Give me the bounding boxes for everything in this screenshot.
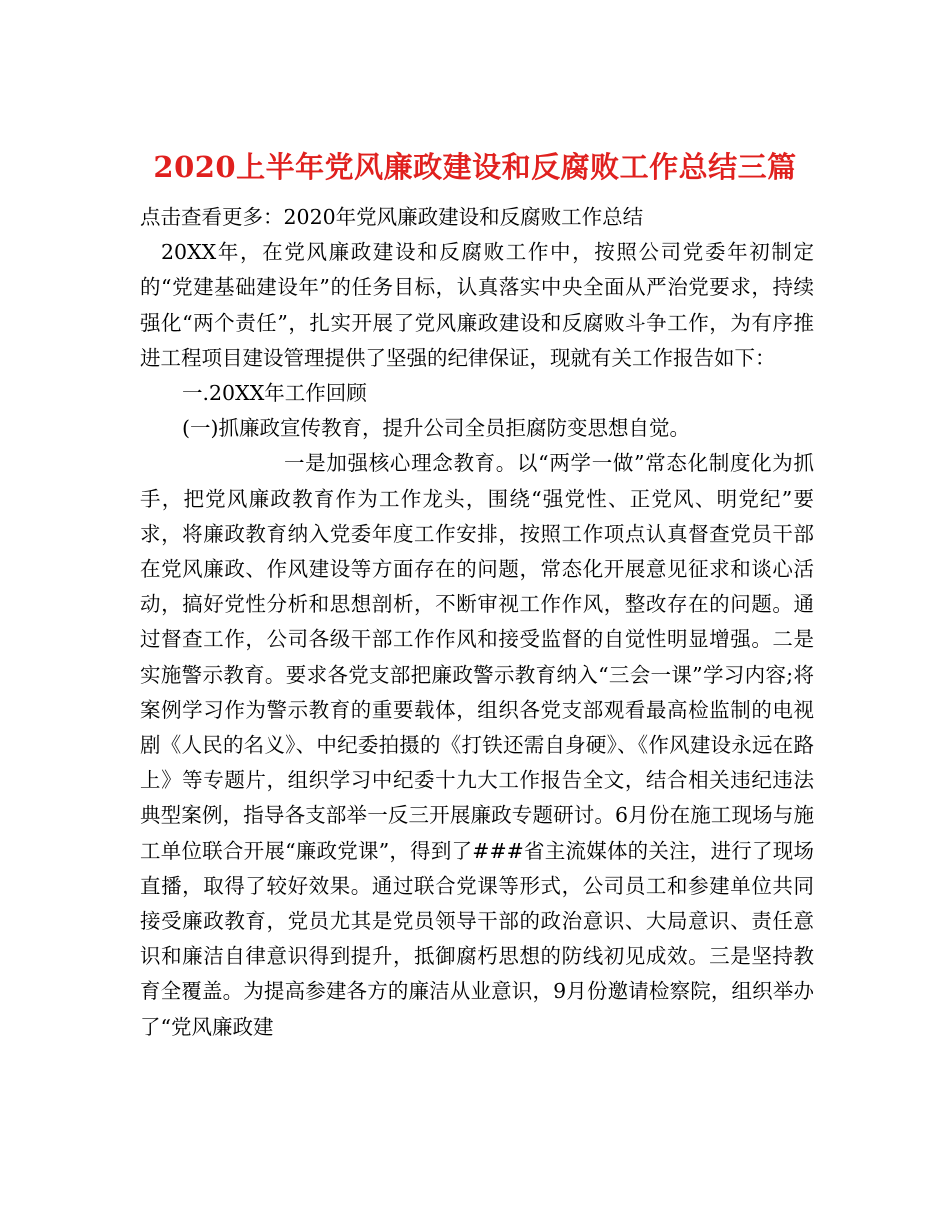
intro-paragraph: 20XX年，在党风廉政建设和反腐败工作中，按照公司党委年初制定的“党建基础建设年”的任务目标，认真落实中央全面从严治党要求，持续强化“两个责任”，扎实开展了党风廉政建设和反腐败斗争工作，为有序推进工程项目建设管理提供了坚强的纪律保证，现就有关工作报告如下： <box>140 240 814 370</box>
document-title: 2020上半年党风廉政建设和反腐败工作总结三篇 <box>153 150 797 185</box>
subsection-heading: (一)抓廉政宣传教育，提升公司全员拒腐防变思想自觉。 <box>182 416 690 441</box>
body-paragraph: 一是加强核心理念教育。以“两学一做”常态化制度化为抓手，把党风廉政教育作为工作龙头，围绕“强党性、正党风、明党纪”要求，将廉政教育纳入党委年度工作安排，按照工作项点认真督查党员干部在党风廉政、作风建设等方面存在的问题，常态化开展意见征求和谈心活动，搞好党性分析和思想剖析，不断审视工作作风，整改存在的问题。通过督查工作，公司各级干部工作作风和接受监督的自觉性明显增强。二是实施警示教育。要求各党支部把廉政警示教育纳入“三会一课”学习内容;将案例学习作为警示教育的重要载体，组织各党支部观看最高检监制的电视剧《人民的名义》、中纪委拍摄的《打铁还需自身硬》、《作风建设永远在路上》等专题片，组织学习中纪委十九大工作报告全文，结合相关违纪违法典型案例，指导各支部举一反三开展廉政专题研讨。6月份在施工现场与施工单位联合开展“廉政党课”，得到了###省主流媒体的关注，进行了现场直播，取得了较好效果。通过联合党课等形式，公司员工和参建单位共同接受廉政教育，党员尤其是党员领导干部的政治意识、大局意识、责任意识和廉洁自律意识得到提升，抵御腐朽思想的防线初见成效。三是坚持教育全覆盖。为提高参建各方的廉洁从业意识，9月份邀请检察院，组织举办了“党风廉政建 <box>140 451 814 1039</box>
section-heading: 一.20XX年工作回顾 <box>182 381 367 406</box>
more-link[interactable]: 点击查看更多：2020年党风廉政建设和反腐败工作总结 <box>140 205 644 229</box>
document-body <box>140 200 814 1045</box>
